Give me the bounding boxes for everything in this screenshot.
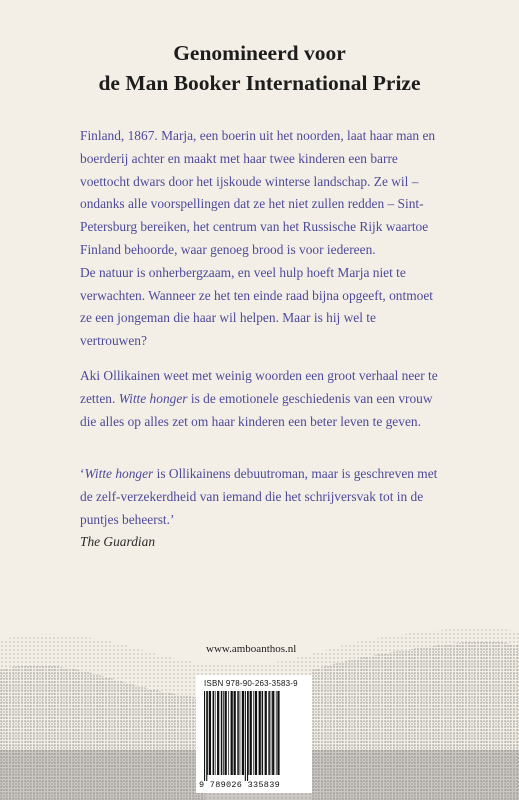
barcode-bar — [262, 691, 264, 775]
barcode-bar — [213, 691, 215, 775]
barcode-bar — [277, 691, 279, 775]
barcode-bar — [207, 691, 208, 775]
barcode-guard-bar — [206, 691, 207, 781]
barcode-bar — [272, 691, 274, 775]
barcode-bar — [268, 691, 270, 775]
barcode-bar — [253, 691, 254, 775]
barcode-bar — [250, 691, 252, 775]
barcode-bars — [202, 691, 306, 781]
barcode-digits: 9 789026 335839 — [199, 780, 281, 790]
barcode-bar — [237, 691, 239, 775]
barcode-bar — [215, 691, 216, 775]
barcode-bar — [231, 691, 233, 775]
barcode-bar — [209, 691, 211, 775]
barcode-bar — [259, 691, 261, 775]
award-headline-line-1: Genomineerd voor — [173, 41, 346, 65]
review-quote — [80, 463, 438, 554]
author-note-paragraph — [80, 365, 438, 433]
barcode-bar — [221, 691, 223, 775]
synopsis-paragraph-2: De natuur is onherbergzaam, en veel hulp hoeft Marja niet te verwachten. Wanneer ze het ten einde raad bijna opgeeft, ontmoet ze een jongeman die haar wil helpen. Maar is hij wel te vertrouwen? — [80, 264, 433, 349]
barcode-guard-bar — [247, 691, 248, 781]
barcode-bar — [223, 691, 224, 775]
barcode-box — [196, 675, 312, 793]
barcode-bar — [217, 691, 219, 775]
barcode-guard-bar — [245, 691, 246, 781]
award-headline-line-2: de Man Booker International Prize — [98, 71, 421, 95]
review-body: is Ollikainens debuutroman, maar is geschreven met de zelf-verzekerdheid van iemand die het schrijversvak tot in de puntjes beheerst.’ — [80, 466, 438, 527]
book-title: Witte honger — [118, 390, 188, 406]
barcode-bar — [276, 691, 277, 775]
author-note-sentence-1: Aki Ollikainen weet met weinig woorden een groot verhaal neer te zetten. — [80, 368, 438, 406]
barcode-bar — [225, 691, 227, 775]
author-note-sentence-2: is de emotionele geschiedenis van een vrouw die alles op alles zet om haar kinderen een beter leven te geven. — [80, 390, 433, 429]
review-quote-text — [80, 463, 438, 531]
isbn-label: ISBN 978-90-263-3583-9 — [204, 679, 298, 688]
barcode-bar — [248, 691, 249, 775]
open-quote-mark: ‘ — [80, 466, 85, 481]
barcode-bar — [271, 691, 272, 775]
barcode-bar — [228, 691, 229, 775]
review-source: The Guardian — [80, 534, 156, 550]
barcode-bar — [255, 691, 257, 775]
barcode-bar — [234, 691, 236, 775]
author-note — [80, 365, 438, 433]
synopsis-paragraph-1: Finland, 1867. Marja, een boerin uit het noorden, laat haar man en boerderij achter en maakt met haar twee kinderen een barre voettocht dwars door het ijskoude winterse landschap. Ze wil – ondanks alle voorspellingen dat ze het niet zullen redden – Sint-Petersburg bereiken, het centrum van het Russische Rijk waartoe Finland behoorde, waar genoeg brood is voor iedereen. — [80, 128, 436, 257]
publisher-website: www.amboanthos.nl — [206, 643, 297, 655]
synopsis — [80, 125, 438, 353]
quoted-book-title: Witte honger — [84, 466, 154, 481]
barcode-guard-bar — [204, 691, 205, 781]
barcode-bar — [240, 691, 241, 775]
award-headline — [0, 38, 519, 98]
barcode-bar — [265, 691, 267, 775]
barcode-bar — [242, 691, 244, 775]
